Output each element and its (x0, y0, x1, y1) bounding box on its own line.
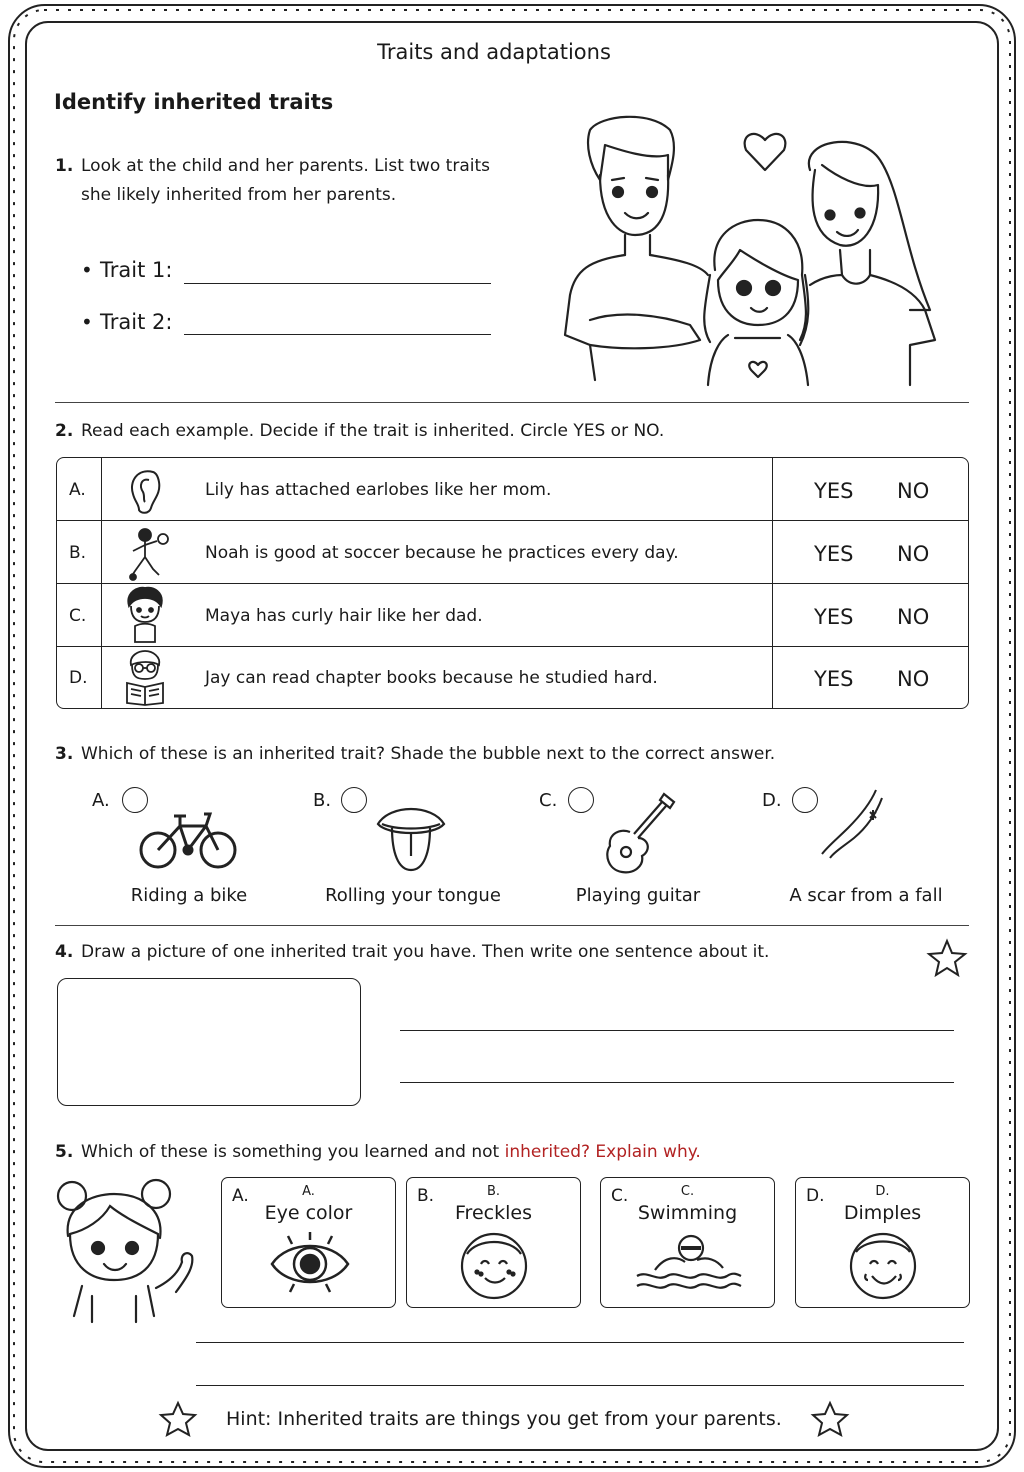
table-row (57, 647, 968, 710)
divider-2 (55, 925, 969, 926)
sentence-line-2[interactable] (400, 1082, 954, 1083)
drawing-box[interactable] (57, 978, 361, 1106)
curly-hair-kid-icon (123, 586, 167, 644)
card-small-letter: A. (302, 1184, 315, 1199)
trait1-answer-line[interactable] (184, 283, 491, 284)
q3-answer-bubble-d[interactable] (792, 787, 818, 813)
yes-option[interactable]: YES (814, 479, 854, 503)
table-row (57, 521, 968, 584)
divider-1 (55, 402, 969, 403)
q3-option-letter: A. (92, 790, 110, 811)
card-name: Eye color (264, 1202, 353, 1224)
q5-text (81, 1142, 701, 1162)
q5-text-red: inherited? Explain why. (504, 1142, 701, 1162)
trait1-bullet: • (81, 258, 93, 282)
star-icon (158, 1400, 198, 1438)
card-small-letter: D. (875, 1184, 890, 1199)
soccer-kid-icon (123, 525, 173, 581)
swimmer-icon (601, 1230, 776, 1305)
star-icon (926, 938, 968, 978)
q3-option-caption: Riding a bike (130, 885, 248, 906)
card-small-letter: B. (486, 1184, 501, 1199)
sentence-line-1[interactable] (400, 1030, 954, 1031)
q1-text-line1: Look at the child and her parents. List two traits (81, 156, 490, 176)
tongue-icon (372, 800, 450, 876)
row-text: Lily has attached earlobes like her mom. (205, 480, 552, 500)
no-option[interactable]: NO (897, 479, 930, 503)
q3-answer-bubble-c[interactable] (568, 787, 594, 813)
q4-text: Draw a picture of one inherited trait you have. Then write one sentence about it. (81, 942, 770, 962)
table-row (57, 458, 968, 521)
row-text: Jay can read chapter books because he studied hard. (205, 668, 658, 688)
scar-arm-icon (818, 788, 884, 860)
no-option[interactable]: NO (897, 605, 930, 629)
ear-icon (123, 464, 167, 516)
row-letter: A. (69, 480, 86, 500)
q3-option-caption: Playing guitar (575, 885, 701, 906)
q4-number: 4. (55, 942, 74, 962)
guitar-icon (600, 788, 680, 878)
q5-option-card-b[interactable] (406, 1177, 581, 1308)
trait1-label: Trait 1: (100, 258, 173, 282)
section-heading: Identify inherited traits (54, 90, 334, 114)
no-option[interactable]: NO (897, 667, 930, 691)
yes-option[interactable]: YES (814, 605, 854, 629)
eye-icon (222, 1230, 397, 1305)
explain-line-2[interactable] (196, 1385, 964, 1386)
yes-no-table (56, 457, 969, 709)
row-text: Maya has curly hair like her dad. (205, 606, 483, 626)
q5-number: 5. (55, 1142, 74, 1162)
q5-option-card-c[interactable] (600, 1177, 775, 1308)
card-letter: D. (806, 1186, 825, 1206)
q3-option-letter: D. (762, 790, 782, 811)
q3-number: 3. (55, 744, 74, 764)
dimples-face-icon (796, 1230, 971, 1305)
card-name: Dimples (843, 1202, 922, 1224)
card-small-letter: C. (680, 1184, 695, 1199)
waving-girl-illustration (52, 1176, 198, 1326)
card-name: Swimming (637, 1202, 738, 1224)
q5-text-black: Which of these is something you learned and not (81, 1142, 505, 1162)
star-icon (810, 1400, 850, 1438)
q2-number: 2. (55, 421, 74, 441)
q2-text: Read each example. Decide if the trait is inherited. Circle YES or NO. (81, 421, 665, 441)
bike-icon (134, 806, 242, 870)
trait2-answer-line[interactable] (184, 334, 491, 335)
q5-option-card-a[interactable] (221, 1177, 396, 1308)
trait2-label: Trait 2: (100, 310, 173, 334)
card-letter: A. (232, 1186, 249, 1206)
family-illustration (560, 110, 940, 390)
freckles-face-icon (407, 1230, 582, 1305)
q3-option-letter: C. (539, 790, 558, 811)
q3-option-caption: Rolling your tongue (325, 885, 501, 906)
q3-option-caption: A scar from a fall (789, 885, 943, 906)
q3-option-letter: B. (313, 790, 332, 811)
q1-text-line2: she likely inherited from her parents. (81, 185, 397, 205)
trait2-bullet: • (81, 310, 93, 334)
card-letter: C. (611, 1186, 629, 1206)
yes-option[interactable]: YES (814, 667, 854, 691)
explain-line-1[interactable] (196, 1342, 964, 1343)
q3-text: Which of these is an inherited trait? Shade the bubble next to the correct answer. (81, 744, 776, 764)
row-letter: C. (69, 606, 87, 626)
q3-answer-bubble-b[interactable] (341, 787, 367, 813)
reading-kid-icon (121, 649, 169, 707)
table-row (57, 584, 968, 647)
heart-icon (745, 134, 786, 170)
row-letter: B. (69, 543, 87, 563)
q5-option-card-d[interactable] (795, 1177, 970, 1308)
row-letter: D. (69, 668, 88, 688)
page-title: Traits and adaptations (377, 40, 611, 64)
card-letter: B. (417, 1186, 435, 1206)
card-name: Freckles (455, 1202, 532, 1224)
no-option[interactable]: NO (897, 542, 930, 566)
yes-option[interactable]: YES (814, 542, 854, 566)
q1-number: 1. (55, 156, 74, 176)
hint-text: Hint: Inherited traits are things you get from your parents. (226, 1408, 782, 1430)
row-text: Noah is good at soccer because he practices every day. (205, 543, 679, 563)
